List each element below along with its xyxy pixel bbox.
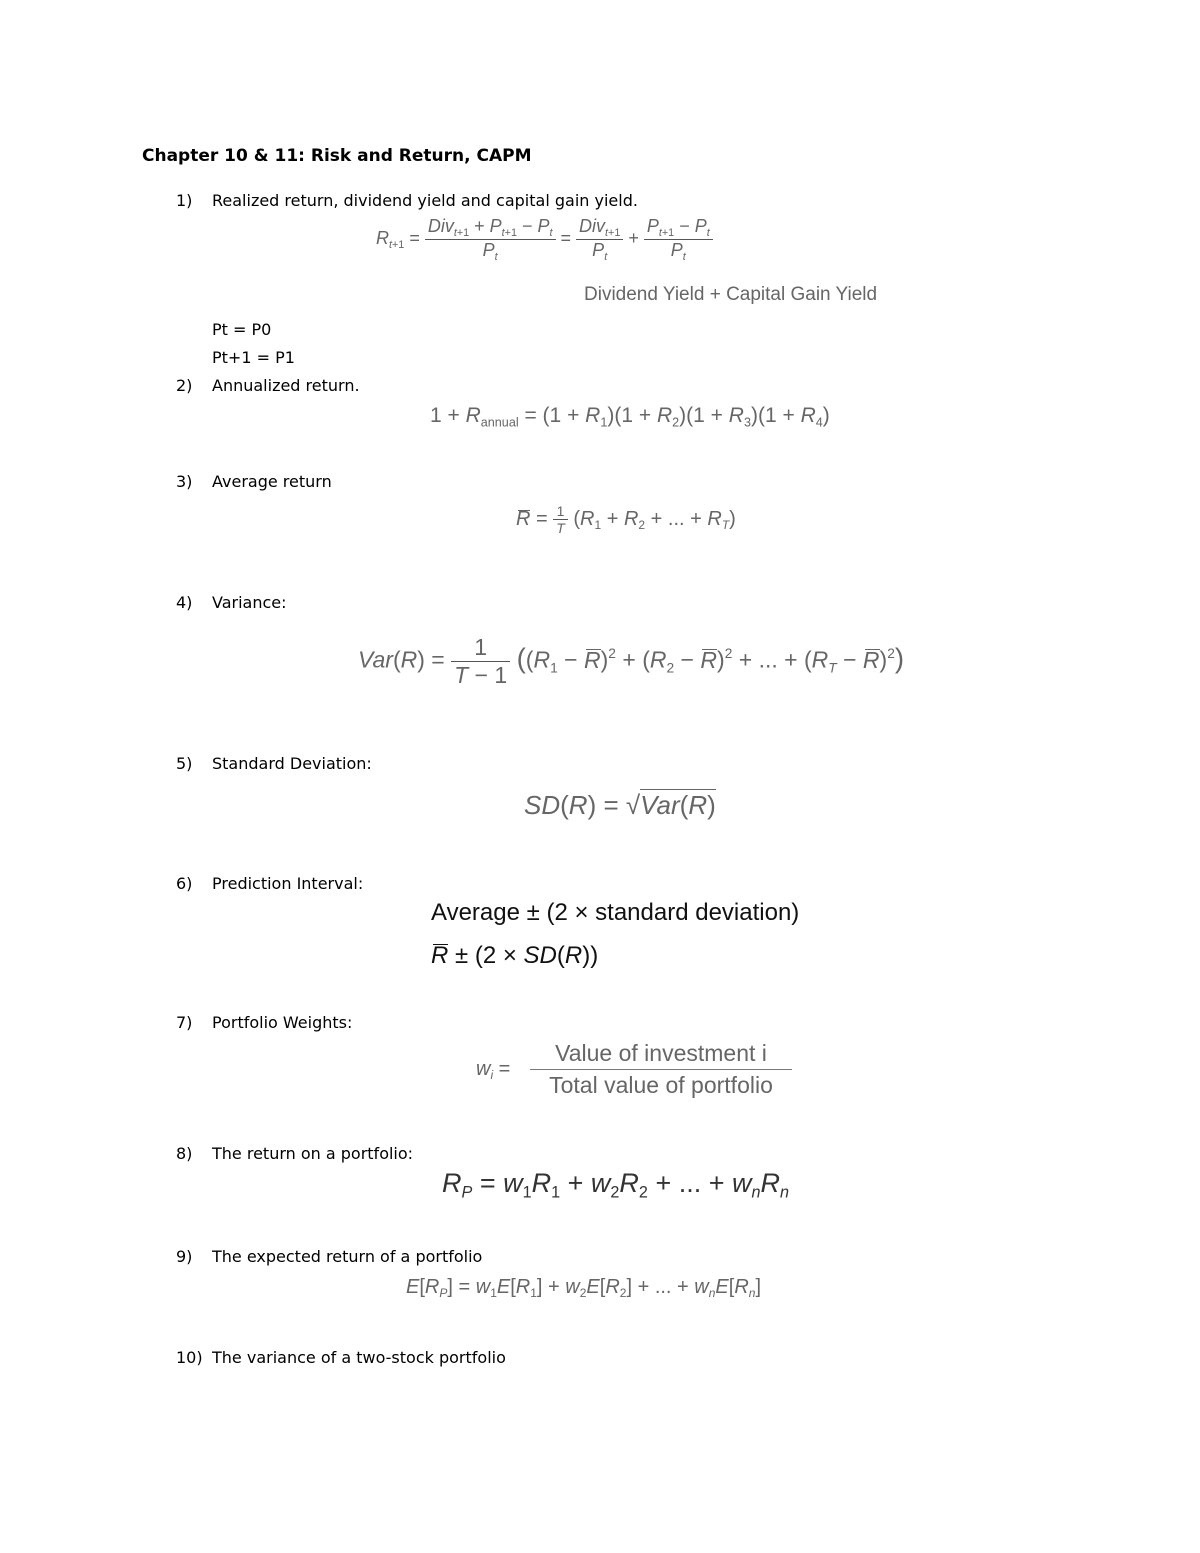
item-number: 7) [176, 1013, 193, 1032]
item-text: The expected return of a portfolio [212, 1247, 483, 1266]
item-text: Annualized return. [212, 376, 360, 395]
portfolio-return-formula: $R_P = w_1R_1 + w_2R_2$ + ... + $w_nR_n$ [442, 1168, 790, 1202]
item-text: Standard Deviation: [212, 754, 372, 773]
prediction-interval-symbols: R ± (2 × SD(R)) [431, 942, 599, 969]
item-number: 10) [176, 1348, 203, 1367]
item-number: 5) [176, 754, 193, 773]
expected-portfolio-return-formula: $E[R_P] = w_1E[R_1] + w_2E[R_2]$ + ... + $w_nE[R_n]$ [406, 1276, 762, 1301]
prediction-interval-words: Average ± (2 × standard deviation) [431, 899, 800, 926]
item-number: 1) [176, 191, 193, 210]
realized-return-formula: $R_{t+1}$ = $\frac{Div_{t+1} + P_{t+1} - P_t}{P_t}$ = $\frac{Div_{t+1}}{P_t}$ + $\frac{P_{t+1} - P_t}{P_t}$ [376, 216, 713, 263]
item-text: The variance of a two-stock portfolio [212, 1348, 506, 1367]
realized-return-caption: Dividend Yield + Capital Gain Yield [584, 284, 878, 305]
average-return-formula: R = $\frac{1}{T}$ ($R_1 + R_2$ + ... + $R_T$) [516, 503, 736, 536]
item-number: 9) [176, 1247, 193, 1266]
annualized-return-formula: $1 + R_{annual} = (1 + R_1)(1 + R_2)(1 + R_3)(1 + R_4)$ [430, 404, 830, 430]
page-title: Chapter 10 & 11: Risk and Return, CAPM [142, 146, 532, 166]
item-text: Average return [212, 472, 332, 491]
note-pt: Pt = P0 [212, 320, 272, 339]
item-text: The return on a portfolio: [212, 1144, 414, 1163]
note-pt1: Pt+1 = P1 [212, 348, 295, 367]
item-text: Prediction Interval: [212, 874, 364, 893]
weights-fraction [530, 1040, 792, 1099]
weights-numerator: Value of investment i [555, 1040, 767, 1066]
item-number: 3) [176, 472, 193, 491]
item-text: Portfolio Weights: [212, 1013, 353, 1032]
item-number: 6) [176, 874, 193, 893]
item-number: 2) [176, 376, 193, 395]
variance-formula: Var(R) = $\frac{1}{T - 1}$ ($(R_1 - R)^2 + (R_2 - R)^2$ + ... + $(R_T - R)^2$) [358, 634, 905, 688]
weights-lhs: $w_i$ = [476, 1058, 511, 1083]
item-number: 8) [176, 1144, 193, 1163]
weights-denominator: Total value of portfolio [530, 1069, 792, 1099]
item-text: Variance: [212, 593, 287, 612]
item-number: 4) [176, 593, 193, 612]
standard-deviation-formula: SD(R) = √Var(R) [524, 790, 716, 820]
item-text: Realized return, dividend yield and capital gain yield. [212, 191, 638, 210]
